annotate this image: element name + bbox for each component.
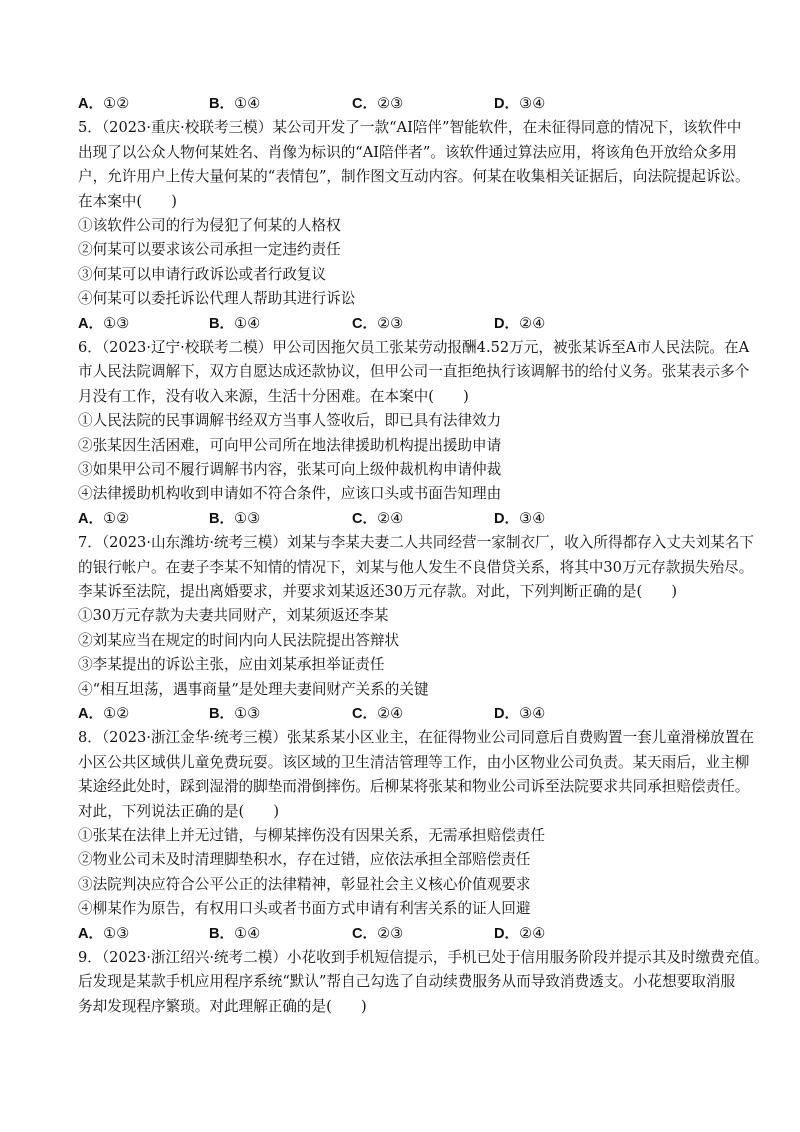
answer-option[interactable]	[352, 922, 403, 946]
option-label: A．	[78, 925, 104, 942]
option-label: D．	[494, 510, 520, 527]
option-value: ①④	[234, 95, 261, 112]
statement-item: ③法院判决应符合公平公正的法律精神，彰显社会主义核心价值观要求	[78, 875, 531, 893]
question-stem-line: 6．（2023·辽宁·校联考二模）甲公司因拖欠员工张某劳动报酬4.52万元，被张某诉至A市人民法院。在A	[78, 339, 750, 356]
option-value: ①③	[103, 924, 130, 942]
option-value: ①③	[103, 314, 130, 332]
option-label: B．	[209, 96, 235, 112]
option-label: D．	[494, 925, 520, 942]
statement-item: ④柳某作为原告，有权用口头或者书面方式申请有利害关系的证人回避	[78, 900, 531, 918]
option-value: ①②	[103, 509, 130, 527]
option-label: B．	[209, 510, 235, 527]
statement-item: ④法律援助机构收到申请如不符合条件，应该口头或书面告知理由	[78, 485, 502, 503]
question-stem-line: 在本案中( )	[78, 192, 177, 210]
answer-option[interactable]	[352, 507, 403, 531]
option-value: ②④	[519, 924, 546, 942]
statement-item: ①人民法院的民事调解书经双方当事人签收后，即已具有法律效力	[78, 412, 502, 430]
statement-item: ①30万元存款为夫妻共同财产，刘某须返还李某	[78, 607, 389, 625]
question-stem-line: 对此，下列说法正确的是( )	[78, 802, 280, 820]
option-label: B．	[209, 925, 235, 942]
statement-item: ①张某在法律上并无过错，与柳某摔伤没有因果关系，无需承担赔偿责任	[78, 827, 546, 844]
option-label: B．	[209, 315, 235, 332]
option-value: ②④	[377, 705, 404, 722]
question-stem-line: 务却发现程序繁琐。对此理解正确的是( )	[78, 997, 367, 1015]
question-stem-line: 5．（2023·重庆·校联考三模）某公司开发了一款“AI陪伴”智能软件，在未征得同意的情况下，该软件中	[78, 119, 742, 137]
option-value: ②③	[377, 314, 404, 332]
answer-option[interactable]	[78, 92, 129, 116]
option-label: B．	[209, 706, 235, 722]
answer-option[interactable]	[352, 92, 403, 116]
option-value: ③④	[519, 95, 546, 112]
answer-option[interactable]	[78, 922, 129, 946]
option-label: C．	[352, 315, 378, 332]
option-label: A．	[78, 96, 104, 112]
question-stem-line: 户，允许用户上传大量何某的“表情包”，制作图文互动内容。何某在收集相关证据后，向法院提起诉讼。	[78, 168, 750, 186]
option-label: A．	[78, 315, 104, 332]
statement-item: ③李某提出的诉讼主张，应由刘某承担举证责任	[78, 656, 385, 674]
option-label: D．	[494, 706, 520, 722]
option-label: D．	[494, 315, 520, 332]
option-value: ①④	[234, 314, 261, 332]
option-label: D．	[494, 96, 520, 112]
question-stem-line: 某途经此处时，踩到湿滑的脚垫而滑倒摔伤。后柳某将张某和物业公司诉至法院要求共同承担赔偿责任。	[78, 778, 750, 796]
question-stem-line: 出现了以公众人物何某姓名、肖像为标识的“AI陪伴者”。该软件通过算法应用，将该角色开放给众多用	[78, 143, 737, 161]
option-value: ①④	[234, 924, 261, 942]
answer-option[interactable]	[494, 92, 545, 116]
option-value: ③④	[519, 705, 546, 722]
option-value: ②③	[377, 924, 404, 942]
question-stem-line: 月没有工作，没有收入来源，生活十分困难。在本案中( )	[78, 387, 469, 405]
option-value: ③④	[519, 509, 546, 527]
answer-option[interactable]	[78, 507, 129, 531]
answer-option[interactable]	[494, 507, 545, 531]
option-label: C．	[352, 96, 378, 112]
answer-option[interactable]	[494, 312, 545, 336]
answer-option[interactable]	[209, 312, 260, 336]
option-label: C．	[352, 706, 378, 722]
answer-option[interactable]	[352, 702, 403, 726]
option-value: ①③	[234, 705, 261, 722]
answer-option[interactable]	[209, 507, 260, 531]
option-label: C．	[352, 510, 378, 527]
question-stem-line: 后发现是某款手机应用程序系统“默认”帮自己勾选了自动续费服务从而导致消费透支。小花想要取消服	[78, 973, 736, 991]
statement-item: ②何某可以要求该公司承担一定违约责任	[78, 241, 341, 259]
question-stem-line: 小区公共区域供儿童免费玩耍。该区域的卫生清洁管理等工作，由小区物业公司负责。某天雨后，业主柳	[78, 753, 750, 771]
statement-item: ③何某可以申请行政诉讼或者行政复议	[78, 265, 327, 283]
option-value: ①②	[103, 95, 130, 112]
option-value: ①②	[103, 705, 130, 722]
question-stem-line: 8．（2023·浙江金华·统考三模）张某系某小区业主，在征得物业公司同意后自费购置一套儿童滑梯放置在	[78, 729, 754, 747]
statement-item: ②刘某应当在规定的时间内向人民法院提出答辩状	[78, 631, 400, 649]
answer-option[interactable]	[494, 702, 545, 726]
answer-option[interactable]	[209, 922, 260, 946]
statement-item: ③如果甲公司不履行调解书内容，张某可向上级仲裁机构申请仲裁	[78, 461, 502, 478]
statement-item: ②张某因生活困难，可向甲公司所在地法律援助机构提出援助申请	[78, 436, 502, 454]
answer-option[interactable]	[352, 312, 403, 336]
question-stem-line: 市人民法院调解下，双方自愿达成还款协议，但甲公司一直拒绝执行该调解书的给付义务。张某表示多个	[78, 363, 750, 381]
question-stem-line: 7．（2023·山东潍坊·统考三模）刘某与李某夫妻二人共同经营一家制衣厂，收入所得都存入丈夫刘某名下	[78, 534, 754, 552]
answer-option[interactable]	[209, 702, 260, 726]
question-stem-line: 李某诉至法院，提出离婚要求，并要求刘某返还30万元存款。对此，下列判断正确的是( )	[78, 583, 678, 600]
option-value: ②④	[519, 314, 546, 332]
option-label: A．	[78, 706, 104, 722]
question-stem-line: 9．（2023·浙江绍兴·统考二模）小花收到手机短信提示，手机已处于信用服务阶段并提示其及时缴费充值。	[78, 949, 769, 966]
answer-option[interactable]	[209, 92, 260, 116]
statement-item: ④何某可以委托诉讼代理人帮助其进行诉讼	[78, 290, 356, 308]
statement-item: ④“相互坦荡，遇事商量”是处理夫妻间财产关系的关键	[78, 680, 429, 698]
statement-item: ②物业公司未及时清理脚垫积水，存在过错，应依法承担全部赔偿责任	[78, 851, 531, 869]
statement-item: ①该软件公司的行为侵犯了何某的人格权	[78, 217, 341, 234]
answer-option[interactable]	[78, 702, 129, 726]
option-value: ②④	[377, 509, 404, 527]
answer-option[interactable]	[78, 312, 129, 336]
option-label: A．	[78, 510, 104, 527]
question-stem-line: 的银行帐户。在妻子李某不知情的情况下，刘某与他人发生不良借贷关系，将其中30万元存款损失殆尽。	[78, 558, 754, 576]
answer-option[interactable]	[494, 922, 545, 946]
option-value: ①③	[234, 509, 261, 527]
option-label: C．	[352, 925, 378, 942]
option-value: ②③	[377, 95, 404, 112]
